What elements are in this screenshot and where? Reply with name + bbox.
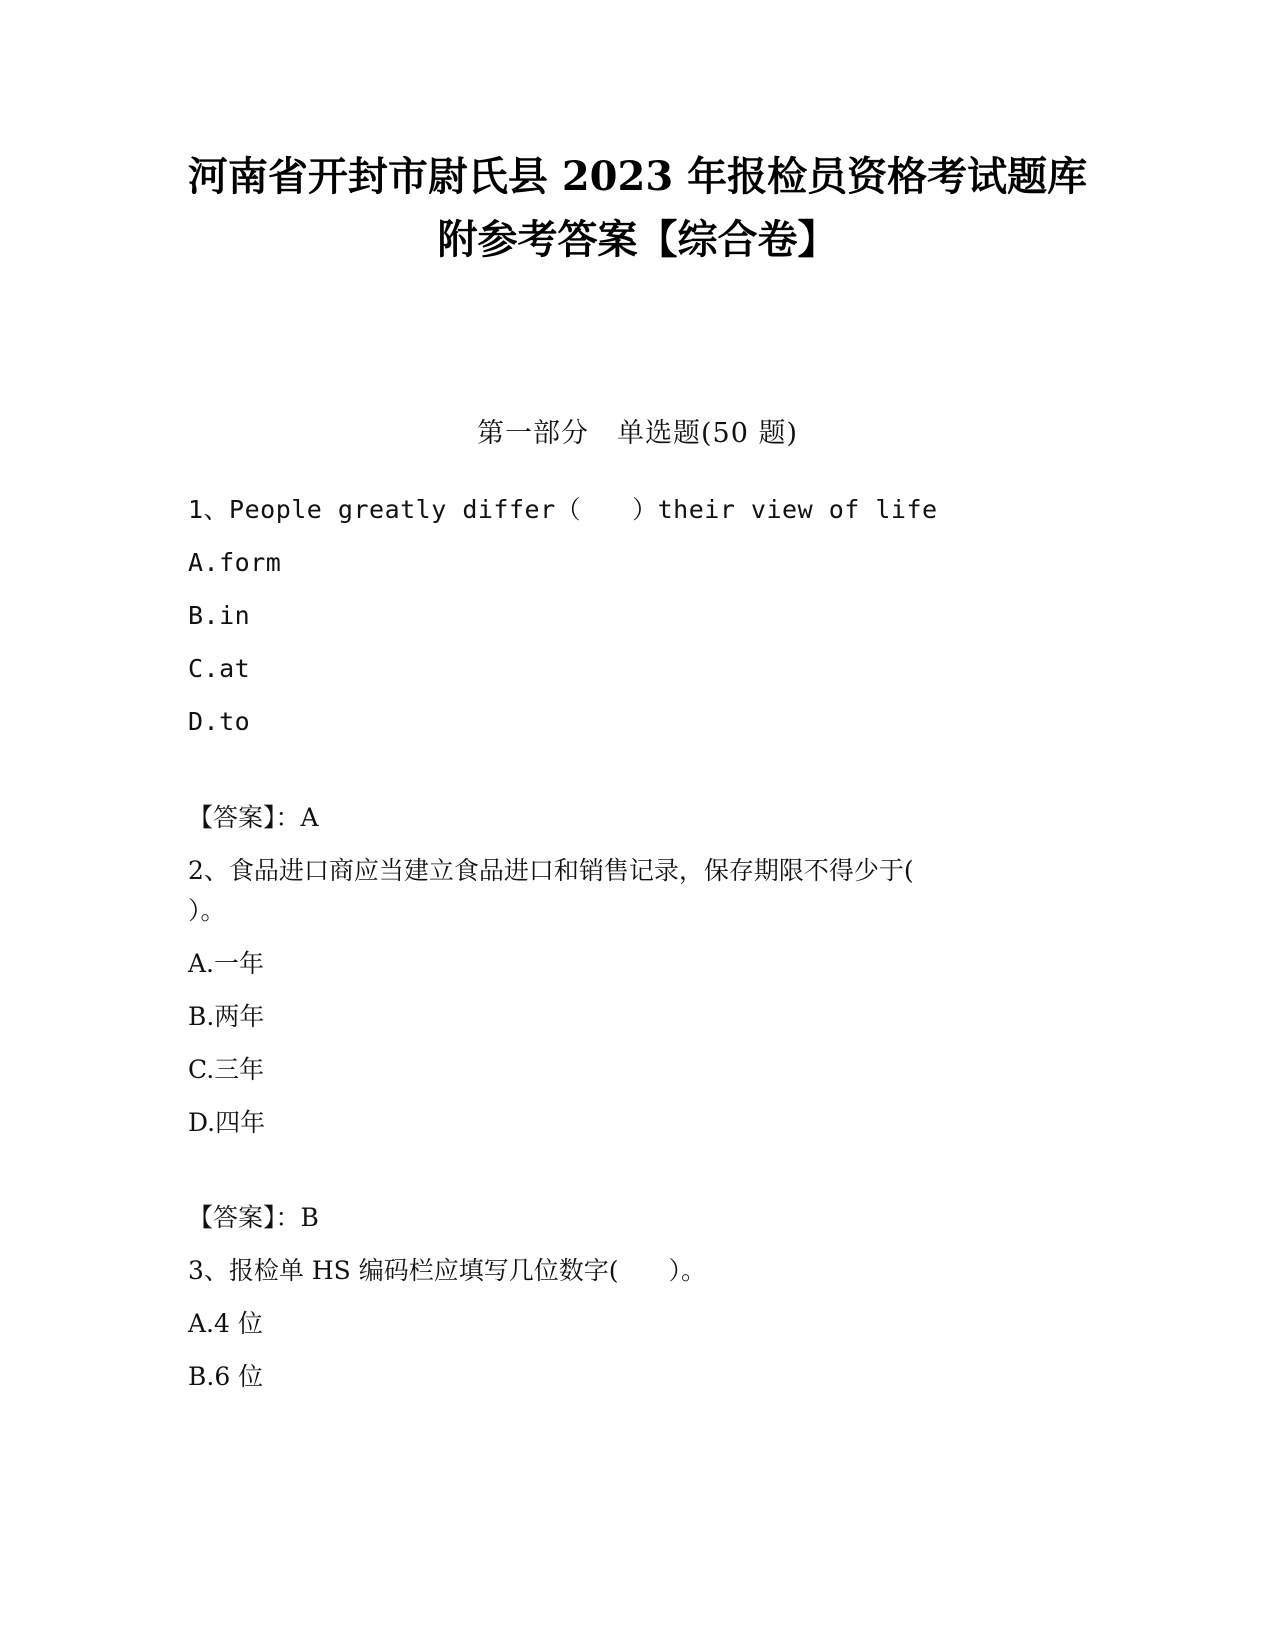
question-1-answer: 【答案】：A [188,803,319,832]
document-title-line-2: 附参考答案【综合卷】 [437,216,838,263]
question-2-option-b: B.两年 [188,1002,265,1031]
question-1-option-b: B.in [188,601,251,630]
question-2-option-d: D.四年 [188,1108,266,1137]
question-1-option-d: D.to [188,707,251,736]
question-1-option-a: A.form [188,548,282,577]
question-2-option-c: C.三年 [188,1055,265,1084]
section-heading: 第一部分 单选题(50 题) [476,418,798,449]
question-3-option-a: A.4 位 [188,1309,263,1338]
document-title-line-1: 河南省开封市尉氏县 2023 年报检员资格考试题库 [187,153,1088,200]
question-1-option-c: C.at [188,654,251,683]
question-3-option-b: B.6 位 [188,1362,264,1391]
question-1-stem: 1、People greatly differ（ ）their view of life [188,495,938,524]
question-2-option-a: A.一年 [188,949,265,978]
question-2-answer: 【答案】：B [188,1203,319,1232]
question-2-stem-line-2: ）。 [188,896,226,925]
question-2-stem-line-1: 2、食品进口商应当建立食品进口和销售记录，保存期限不得少于( [188,856,914,885]
question-3-stem: 3、报检单 HS 编码栏应填写几位数字( ）。 [188,1256,706,1285]
